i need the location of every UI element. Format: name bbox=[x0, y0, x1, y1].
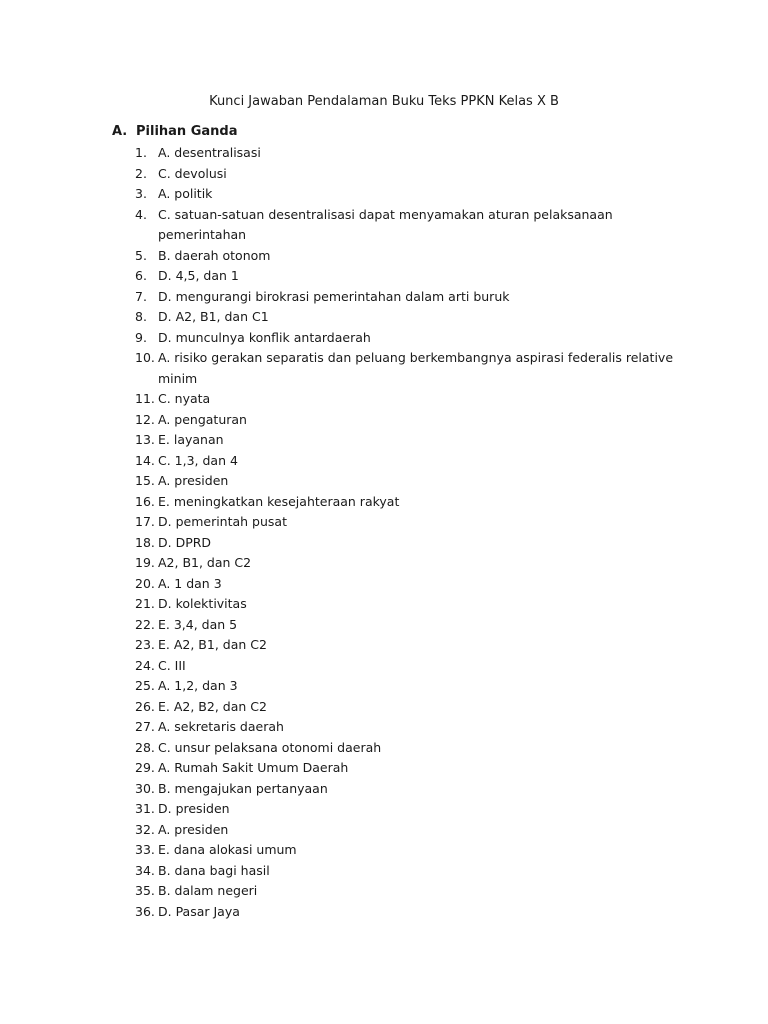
list-item-number: 28. bbox=[135, 739, 155, 755]
list-item-number: 17. bbox=[135, 514, 155, 529]
list-item-answer: A. pengaturan bbox=[158, 411, 247, 427]
list-item-number: 18. bbox=[135, 534, 155, 550]
list-item-answer: C. unsur pelaksana otonomi daerah bbox=[158, 739, 382, 755]
list-item bbox=[0, 451, 678, 472]
list-item bbox=[0, 820, 678, 841]
list-item-answer: B. mengajukan pertanyaan bbox=[158, 780, 328, 796]
list-item-answer: D. munculnya konflik antardaerah bbox=[158, 329, 371, 345]
list-item bbox=[0, 861, 678, 882]
list-item-number: 2. bbox=[135, 165, 147, 181]
list-item bbox=[0, 348, 678, 389]
list-item-number: 21. bbox=[135, 596, 155, 611]
list-item-number: 16. bbox=[135, 493, 155, 509]
list-item-number: 20. bbox=[135, 575, 155, 591]
list-item-number: 12. bbox=[135, 411, 155, 427]
list-item-answer: E. layanan bbox=[158, 432, 224, 447]
list-item-answer: B. dalam negeri bbox=[158, 883, 258, 898]
list-item-answer: B. dana bagi hasil bbox=[158, 862, 270, 878]
list-item bbox=[0, 676, 678, 697]
list-item bbox=[0, 697, 678, 718]
list-item bbox=[0, 430, 678, 451]
list-item-number: 30. bbox=[135, 780, 155, 796]
list-item bbox=[0, 184, 678, 205]
list-item bbox=[0, 471, 678, 492]
list-item-number: 4. bbox=[135, 206, 147, 222]
list-item-number: 33. bbox=[135, 842, 155, 857]
list-item-answer: E. dana alokasi umum bbox=[158, 842, 297, 857]
section-title: Pilihan Ganda bbox=[136, 124, 238, 139]
list-item-answer: E. 3,4, dan 5 bbox=[158, 616, 238, 632]
list-item-answer: A2, B1, dan C2 bbox=[158, 555, 252, 570]
list-item-number: 3. bbox=[135, 186, 147, 201]
list-item-answer: C. 1,3, dan 4 bbox=[158, 452, 238, 468]
list-item-answer: D. Pasar Jaya bbox=[158, 903, 240, 919]
list-item-number: 31. bbox=[135, 801, 155, 816]
list-item-number: 14. bbox=[135, 452, 155, 468]
list-item-number: 29. bbox=[135, 760, 155, 775]
list-item-answer: E. A2, B2, dan C2 bbox=[158, 698, 267, 714]
list-item bbox=[0, 717, 678, 738]
list-item-number: 25. bbox=[135, 678, 155, 693]
list-item-answer: D. A2, B1, dan C1 bbox=[158, 309, 269, 324]
list-item bbox=[0, 287, 678, 308]
list-item-answer: C. nyata bbox=[158, 391, 211, 406]
document-title: Kunci Jawaban Pendalaman Buku Teks PPKN Kelas X B bbox=[209, 94, 559, 109]
list-item-number: 24. bbox=[135, 657, 155, 673]
list-item bbox=[0, 881, 678, 902]
list-item bbox=[0, 738, 678, 759]
list-item bbox=[0, 840, 678, 861]
list-item-number: 10. bbox=[135, 350, 155, 365]
list-item bbox=[0, 512, 678, 533]
list-item-number: 15. bbox=[135, 473, 155, 488]
answer-list bbox=[0, 143, 768, 922]
list-item bbox=[0, 656, 678, 677]
list-item-number: 6. bbox=[135, 268, 147, 283]
list-item-number: 11. bbox=[135, 391, 155, 406]
list-item bbox=[0, 266, 678, 287]
list-item-number: 32. bbox=[135, 821, 155, 837]
list-item-number: 27. bbox=[135, 719, 155, 734]
list-item-answer: D. mengurangi birokrasi pemerintahan dalam arti buruk bbox=[158, 288, 510, 304]
list-item-number: 19. bbox=[135, 555, 155, 570]
list-item bbox=[0, 246, 678, 267]
list-item bbox=[0, 492, 678, 513]
list-item bbox=[0, 553, 678, 574]
list-item-number: 23. bbox=[135, 637, 155, 652]
list-item bbox=[0, 143, 678, 164]
list-item bbox=[0, 533, 678, 554]
list-item-answer: A. sekretaris daerah bbox=[158, 719, 284, 734]
list-item bbox=[0, 574, 678, 595]
list-item-answer: D. kolektivitas bbox=[158, 596, 247, 611]
list-item-answer: D. DPRD bbox=[158, 534, 212, 550]
list-item-answer: A. 1,2, dan 3 bbox=[158, 678, 238, 693]
list-item-number: 22. bbox=[135, 616, 155, 632]
list-item bbox=[0, 779, 678, 800]
list-item-number: 26. bbox=[135, 698, 155, 714]
list-item-number: 34. bbox=[135, 862, 155, 878]
list-item-answer: A. Rumah Sakit Umum Daerah bbox=[158, 760, 349, 775]
list-item-answer: A. presiden bbox=[158, 473, 229, 488]
list-item bbox=[0, 635, 678, 656]
list-item bbox=[0, 758, 678, 779]
list-item-answer: E. A2, B1, dan C2 bbox=[158, 637, 267, 652]
list-item bbox=[0, 615, 678, 636]
list-item bbox=[0, 328, 678, 349]
list-item-answer: E. meningkatkan kesejahteraan rakyat bbox=[158, 493, 400, 509]
list-item-number: 36. bbox=[135, 903, 155, 919]
list-item-answer: C. III bbox=[158, 657, 186, 673]
list-item-number: 7. bbox=[135, 288, 147, 304]
list-item-answer: A. desentralisasi bbox=[158, 145, 261, 160]
list-item-answer: A. 1 dan 3 bbox=[158, 575, 222, 591]
list-item-answer: D. 4,5, dan 1 bbox=[158, 268, 239, 283]
list-item bbox=[0, 307, 678, 328]
list-item-answer: D. presiden bbox=[158, 801, 230, 816]
section-letter: A. bbox=[112, 124, 128, 139]
list-item-number: 35. bbox=[135, 883, 155, 898]
list-item-answer: A. risiko gerakan separatis dan peluang berkembangnya aspirasi federalis relative minim bbox=[158, 350, 674, 386]
list-item-answer: A. politik bbox=[158, 186, 213, 201]
list-item bbox=[0, 410, 678, 431]
list-item-answer: C. devolusi bbox=[158, 165, 227, 181]
list-item bbox=[0, 164, 678, 185]
list-item bbox=[0, 594, 678, 615]
list-item-number: 9. bbox=[135, 329, 147, 345]
list-item-number: 1. bbox=[135, 145, 147, 160]
list-item bbox=[0, 205, 678, 246]
list-item-answer: C. satuan-satuan desentralisasi dapat menyamakan aturan pelaksanaan pemerintahan bbox=[158, 206, 613, 242]
list-item bbox=[0, 389, 678, 410]
section-heading bbox=[112, 122, 237, 142]
list-item-answer: D. pemerintah pusat bbox=[158, 514, 287, 529]
list-item bbox=[0, 902, 678, 923]
list-item bbox=[0, 799, 678, 820]
list-item-number: 13. bbox=[135, 432, 155, 447]
list-item-answer: B. daerah otonom bbox=[158, 247, 271, 263]
list-item-number: 5. bbox=[135, 247, 147, 263]
list-item-answer: A. presiden bbox=[158, 821, 229, 837]
list-item-number: 8. bbox=[135, 309, 147, 324]
